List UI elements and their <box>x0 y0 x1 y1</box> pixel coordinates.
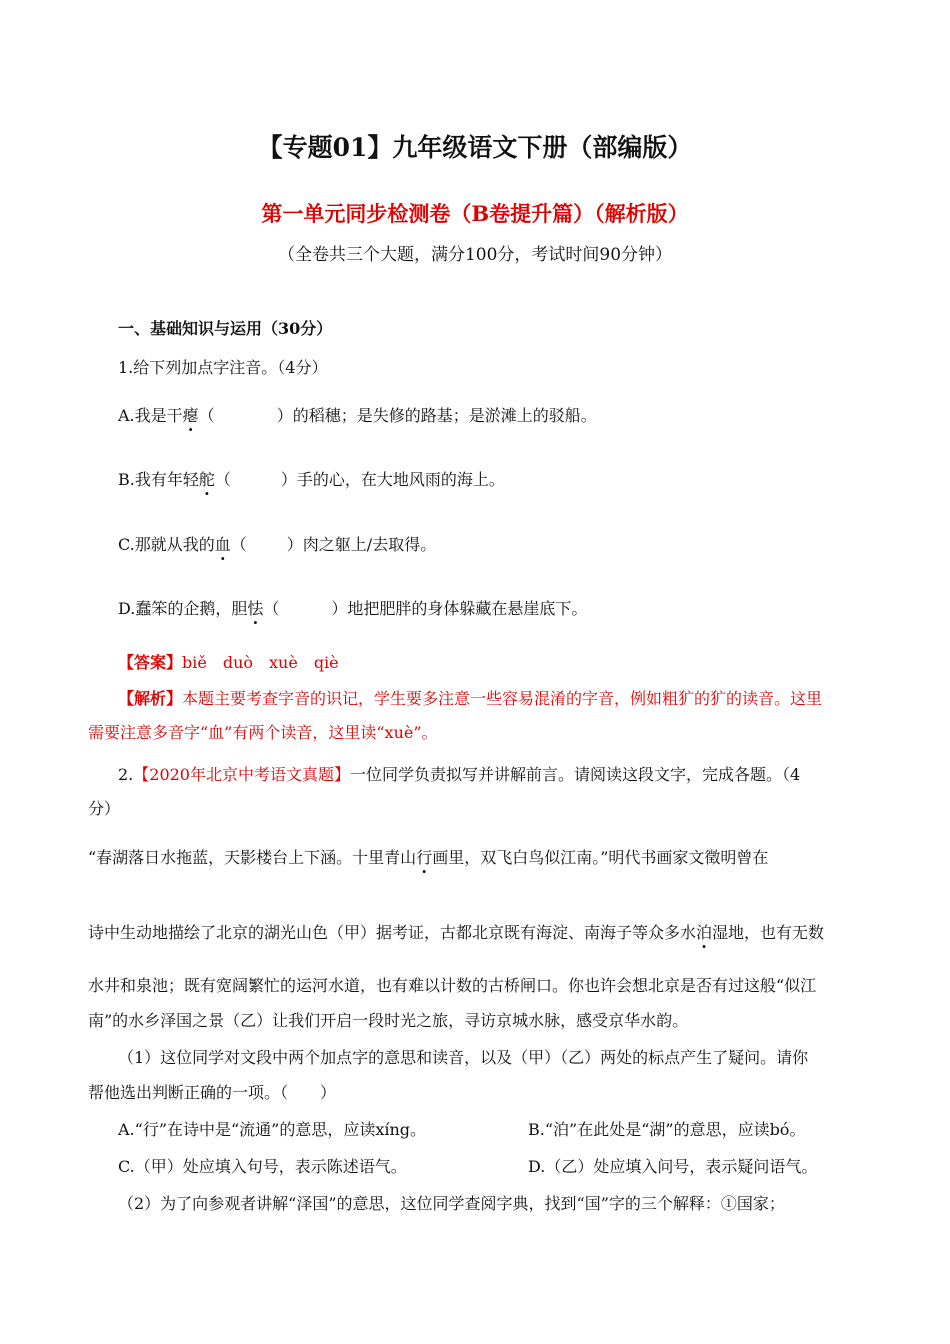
choice-d: D.（乙）处应填入问号，表示疑问语气。 <box>528 1157 818 1176</box>
dotted-char: 泊 <box>696 923 713 942</box>
dotted-char: 行 <box>416 848 433 867</box>
passage-line-4: 南”的水乡泽国之景（乙）让我们开启一段时光之旅，寻访京城水脉，感受京华水韵。 <box>88 1011 689 1030</box>
passage-text: “春湖落日水拖蓝，天影楼台上下涵。十里青山 <box>88 848 417 867</box>
answer-text: biě duò xuè qiè <box>182 653 339 672</box>
sub-question-2-line-1: （2）为了向参观者讲解“泽国”的意思，这位同学查阅字典，找到“国”字的三个解释：①国家； <box>118 1194 785 1213</box>
sub-question-1-line-2: 帮他选出判断正确的一项。（ ） <box>88 1083 337 1102</box>
option-d-suffix: ）地把肥胖的身体躲藏在悬崖底下。 <box>331 599 588 618</box>
passage-line-3: 水井和泉池；既有宽阔繁忙的运河水道，也有难以计数的古桥闸口。你也许会想北京是否有过这般“似江 <box>88 976 817 995</box>
analysis-text-1: 本题主要考查字音的识记，学生要多注意一些容易混淆的字音，例如粗犷的犷的读音。这里 <box>182 689 823 708</box>
paren-open: （ <box>198 406 215 425</box>
option-b-prefix: B.我有年轻 <box>118 470 199 489</box>
question-2-stem-line-1 <box>118 762 800 785</box>
choice-a: A.“行”在诗中是“流通”的意思，应读xíng。 <box>118 1120 427 1139</box>
analysis-line-1 <box>118 686 822 709</box>
exam-info: （全卷共三个大题，满分100分，考试时间90分钟） <box>277 245 673 265</box>
question-1-stem: 1.给下列加点字注音。（4分） <box>118 358 328 377</box>
paren-open: （ <box>263 599 280 618</box>
dotted-char: 怯 <box>247 599 264 618</box>
choice-b: B.“泊”在此处是“湖”的意思，应读bó。 <box>528 1120 806 1139</box>
dotted-char: 瘪 <box>182 406 199 425</box>
option-c-suffix: ）肉之躯上/去取得。 <box>286 535 437 554</box>
option-b-suffix: ）手的心，在大地风雨的海上。 <box>280 470 505 489</box>
analysis-tag: 【解析】 <box>118 689 183 708</box>
option-d-prefix: D.蠢笨的企鹅，胆 <box>118 599 248 618</box>
answer-line <box>118 650 339 673</box>
option-a-prefix: A.我是干 <box>118 406 183 425</box>
answer-tag: 【答案】 <box>118 653 183 672</box>
dotted-char: 舵 <box>198 470 215 489</box>
question-2-stem-line-2: 分） <box>88 799 121 818</box>
section-heading: 一、基础知识与运用（30分） <box>118 319 333 338</box>
passage-text: 诗中生动地描绘了北京的湖光山色（甲）据考证，古都北京既有海淀、南海子等众多水 <box>88 923 697 942</box>
passage-text: 湿地，也有无数 <box>712 923 825 942</box>
question-2-number: 2. <box>118 765 134 784</box>
question-1-option-a <box>118 403 597 426</box>
document-title: 【专题01】九年级语文下册（部编版） <box>257 133 693 162</box>
sub-question-1-line-1: （1）这位同学对文段中两个加点字的意思和读音，以及（甲）（乙）两处的标点产生了疑问。请你 <box>118 1048 809 1067</box>
choice-c: C.（甲）处应填入句号，表示陈述语气。 <box>118 1157 407 1176</box>
option-a-suffix: ）的稻穗；是失修的路基；是淤滩上的驳船。 <box>276 406 597 425</box>
paren-open: （ <box>214 470 231 489</box>
passage-line-1 <box>88 845 768 868</box>
option-c-prefix: C.那就从我的 <box>118 535 215 554</box>
question-1-option-d <box>118 596 587 619</box>
analysis-line-2: 需要注意多音字“血”有两个读音，这里读“xuè”。 <box>88 723 438 742</box>
passage-line-2 <box>88 920 824 943</box>
question-1-option-c <box>118 532 436 555</box>
question-2-stem-text: 一位同学负责拟写并讲解前言。请阅读这段文字，完成各题。（4 <box>350 765 801 784</box>
passage-text: 画里，双飞白鸟似江南。”明代书画家文徵明曾在 <box>432 848 769 867</box>
document-subtitle: 第一单元同步检测卷（B卷提升篇）（解析版） <box>261 201 689 226</box>
question-2-source-tag: 【2020年北京中考语文真题】 <box>133 765 350 784</box>
question-1-option-b <box>118 467 505 490</box>
paren-open: （ <box>230 535 247 554</box>
dotted-char: 血 <box>214 535 231 554</box>
